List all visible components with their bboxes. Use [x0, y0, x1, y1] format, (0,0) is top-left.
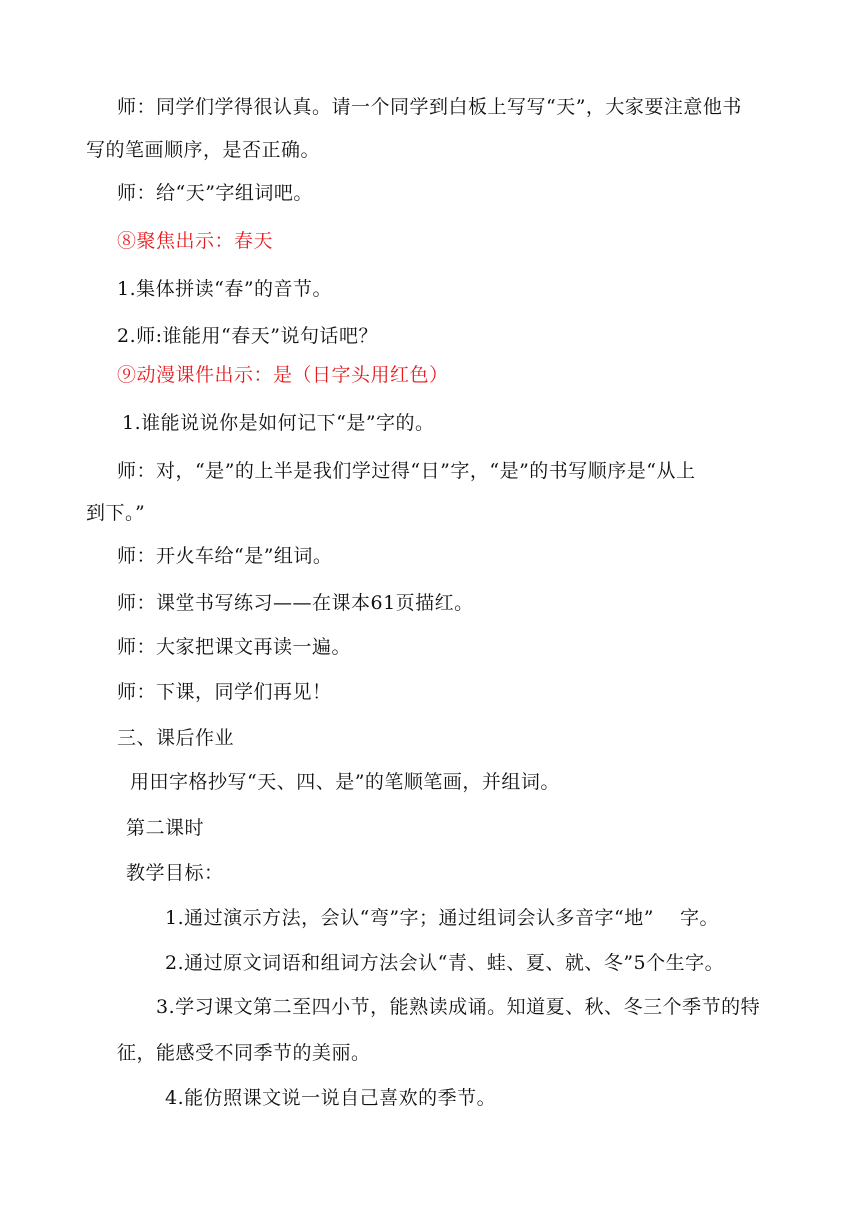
text-line: 师：开火车给“是”组词。 [117, 545, 333, 567]
text-line: 师：给“天”字组词吧。 [117, 182, 313, 204]
text-line: 师：对，“是”的上半是我们学过得“日”字，“是”的书写顺序是“从上 [117, 460, 696, 482]
text-line: 1.谁能说说你是如何记下“是”字的。 [122, 412, 435, 434]
text-line: 师：下课，同学们再见！ [117, 681, 332, 703]
list-item: 4.能仿照课文说一说自己喜欢的季节。 [165, 1087, 497, 1109]
list-item: 2.通过原文词语和组词方法会认“青、蛙、夏、就、冬”5个生字。 [165, 952, 725, 974]
list-item: 1.通过演示方法，会认“弯”字；通过组词会认多音字“地” 字。 [165, 907, 720, 929]
text-line: 师：大家把课文再读一遍。 [117, 636, 352, 658]
text-line: 写的笔画顺序，是否正确。 [86, 139, 321, 161]
section-heading-red: ⑨动漫课件出示：是（日字头用红色） [117, 364, 449, 386]
section-heading: 教学目标： [126, 862, 224, 884]
section-heading: 第二课时 [126, 817, 205, 839]
text-line: 1.集体拼读“春”的音节。 [117, 278, 333, 300]
list-item-continuation: 征，能感受不同季节的美丽。 [117, 1042, 371, 1064]
text-line: 2.师:谁能用“春天”说句话吧？ [117, 325, 378, 347]
list-item: 3.学习课文第二至四小节，能熟读成诵。知道夏、秋、冬三个季节的特 [156, 996, 761, 1018]
section-heading-red: ⑧聚焦出示：春天 [117, 230, 274, 252]
section-heading: 三、课后作业 [117, 727, 235, 749]
text-line: 师：课堂书写练习——在课本61页描红。 [117, 592, 474, 614]
text-line: 师：同学们学得很认真。请一个同学到白板上写写“天”，大家要注意他书 [117, 96, 742, 118]
text-line: 到下。” [86, 502, 146, 524]
text-line: 用田字格抄写“天、四、是”的笔顺笔画，并组词。 [130, 771, 560, 793]
